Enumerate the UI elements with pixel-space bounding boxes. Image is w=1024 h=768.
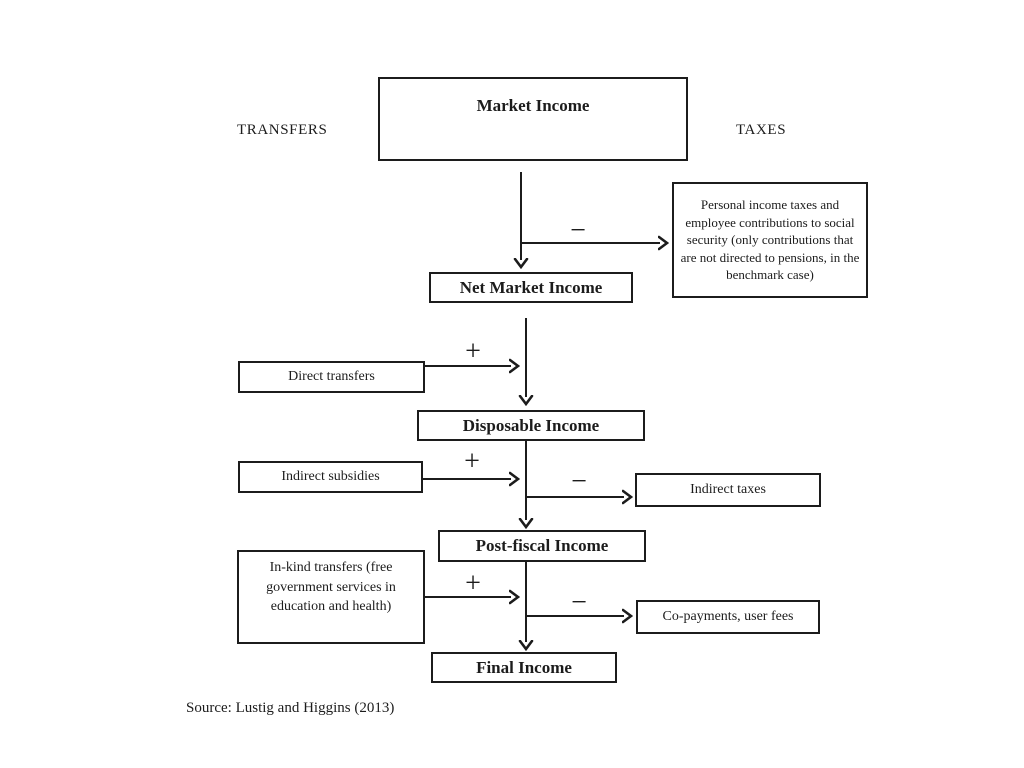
plus-operator-in-kind-transfers: + (465, 568, 481, 599)
minus-operator-personal-taxes: − (570, 215, 586, 246)
box-indirect-taxes: Indirect taxes (635, 473, 821, 507)
box-co-payments: Co-payments, user fees (636, 600, 820, 634)
box-in-kind-transfers: In-kind transfers (free government services in education and health) (237, 550, 425, 644)
taxes-column-label: TAXES (736, 122, 787, 138)
box-post-fiscal-income: Post-fiscal Income (438, 530, 646, 562)
transfers-column-label: TRANSFERS (237, 122, 328, 138)
box-direct-transfers: Direct transfers (238, 361, 425, 393)
box-indirect-subsidies: Indirect subsidies (238, 461, 423, 493)
plus-operator-direct-transfers: + (465, 336, 481, 367)
box-disposable-income: Disposable Income (417, 410, 645, 441)
box-personal-income-taxes: Personal income taxes and employee contributions to social security (only contributions that are not directed to pensions, in the benchmark case) (672, 182, 868, 298)
minus-operator-co-payments: − (571, 587, 587, 618)
source-note: Source: Lustig and Higgins (2013) (186, 700, 395, 716)
minus-operator-indirect-taxes: − (571, 466, 587, 497)
box-market-income: Market Income (378, 77, 688, 161)
box-net-market-income: Net Market Income (429, 272, 633, 303)
plus-operator-indirect-subsidies: + (464, 446, 480, 477)
box-final-income: Final Income (431, 652, 617, 683)
